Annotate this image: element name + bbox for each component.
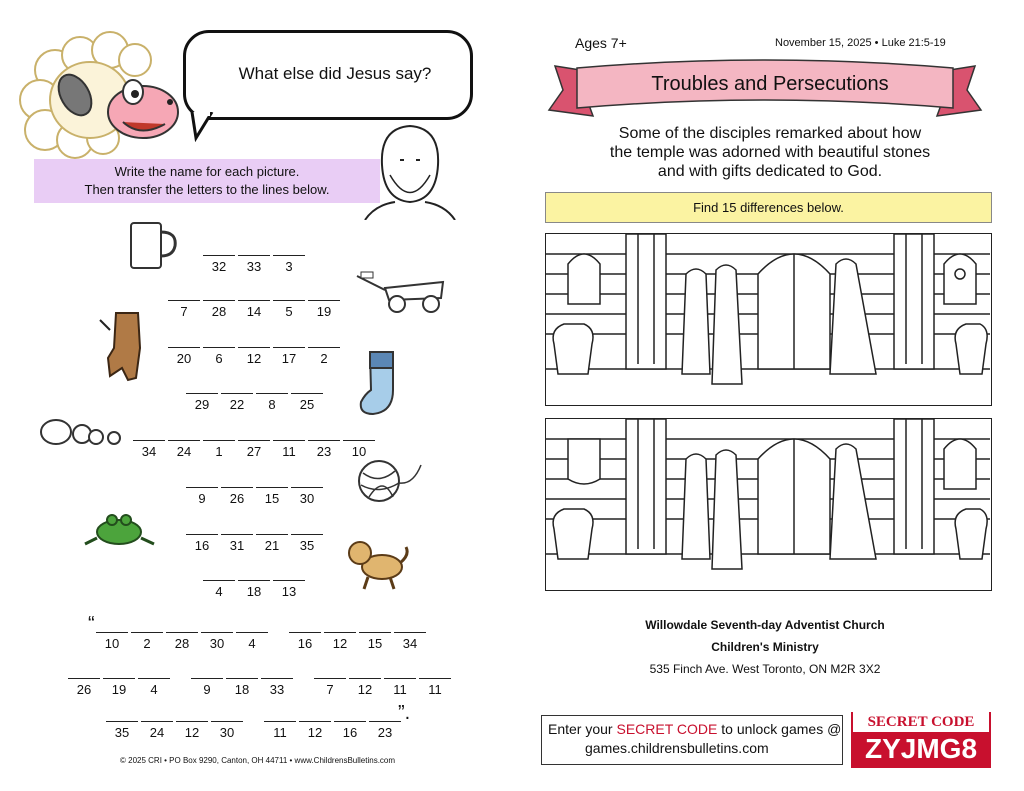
letter-blank[interactable]: 11 — [273, 440, 305, 459]
find-differences-label: Find 15 differences below. — [545, 192, 992, 223]
letter-blank[interactable]: 2 — [308, 347, 340, 366]
letter-blank[interactable]: 30 — [201, 632, 233, 651]
intro-line: and with gifts dedicated to God. — [657, 163, 883, 180]
letter-blank[interactable]: 22 — [221, 393, 253, 412]
message-line-2 — [68, 678, 454, 697]
code-text-highlight: SECRET CODE — [616, 721, 718, 737]
letter-blank[interactable]: 4 — [203, 580, 235, 599]
letter-blank[interactable]: 16 — [289, 632, 321, 651]
mug-icon — [125, 218, 180, 273]
frog-icon — [82, 510, 157, 550]
secret-code-value: ZYJMG8 — [864, 733, 978, 764]
instruction-line: Then transfer the letters to the lines below. — [84, 182, 330, 197]
letter-blank[interactable]: 5 — [273, 300, 305, 319]
letter-blank[interactable]: 27 — [238, 440, 270, 459]
letter-blank[interactable]: 11 — [384, 678, 416, 697]
word-blanks-1 — [203, 255, 308, 274]
letter-blank[interactable]: 11 — [264, 721, 296, 740]
letter-blank[interactable]: 19 — [103, 678, 135, 697]
yarn-icon — [355, 455, 425, 505]
ministry-name: Children's Ministry — [711, 640, 819, 654]
dog-icon — [342, 537, 412, 592]
letter-blank[interactable]: 26 — [68, 678, 100, 697]
intro-line: the temple was adorned with beautiful stones — [609, 144, 931, 161]
word-blanks-2 — [168, 300, 343, 319]
intro-text — [560, 124, 980, 181]
letter-blank[interactable]: 28 — [166, 632, 198, 651]
hand-icon — [98, 308, 153, 383]
word-blanks-6 — [186, 487, 326, 506]
close-quote: ”. — [398, 702, 411, 724]
church-address: 535 Finch Ave. West Toronto, ON M2R 3X2 — [649, 662, 881, 676]
letter-blank[interactable]: 28 — [203, 300, 235, 319]
letter-blank[interactable]: 24 — [141, 721, 173, 740]
temple-scene-illustration — [546, 234, 990, 404]
copyright-footer: © 2025 CRI • PO Box 9290, Canton, OH 44711 • www.ChildrensBulletins.com — [120, 756, 396, 765]
code-text-before: Enter your — [548, 721, 617, 737]
church-name: Willowdale Seventh-day Adventist Church — [645, 618, 885, 632]
word-blanks-3 — [168, 347, 343, 366]
letter-blank[interactable]: 34 — [394, 632, 426, 651]
letter-blank[interactable]: 23 — [369, 721, 401, 740]
bubble-text: What else did Jesus say? — [238, 64, 432, 83]
letter-blank[interactable]: 16 — [186, 534, 218, 553]
letter-blank[interactable]: 30 — [211, 721, 243, 740]
code-text-after: to unlock games @ — [717, 721, 842, 737]
secret-code-instructions — [548, 721, 841, 737]
letter-blank[interactable]: 7 — [168, 300, 200, 319]
letter-blank[interactable]: 6 — [203, 347, 235, 366]
jesus-icon — [360, 120, 460, 220]
letter-blank[interactable]: 7 — [314, 678, 346, 697]
word-blanks-7 — [186, 534, 326, 553]
letter-blank[interactable]: 33 — [261, 678, 293, 697]
letter-blank[interactable]: 29 — [186, 393, 218, 412]
letter-blank[interactable]: 26 — [221, 487, 253, 506]
letter-blank[interactable]: 20 — [168, 347, 200, 366]
letter-blank[interactable]: 35 — [106, 721, 138, 740]
letter-blank[interactable]: 12 — [324, 632, 356, 651]
open-quote: “ — [88, 613, 95, 635]
letter-blank[interactable]: 31 — [221, 534, 253, 553]
letter-blank[interactable]: 21 — [256, 534, 288, 553]
secret-code-label: SECRET CODE — [853, 712, 989, 732]
bubble-tail — [190, 112, 220, 142]
letter-blank[interactable]: 30 — [291, 487, 323, 506]
temple-scene-illustration — [546, 419, 990, 589]
scene-bottom — [545, 418, 992, 591]
letter-blank[interactable]: 10 — [96, 632, 128, 651]
message-line-1 — [96, 632, 429, 651]
letter-blank[interactable]: 2 — [131, 632, 163, 651]
letter-blank[interactable]: 12 — [176, 721, 208, 740]
letter-blank[interactable]: 15 — [256, 487, 288, 506]
intro-line: Some of the disciples remarked about how — [618, 125, 922, 142]
page-title: Troubles and Persecutions — [651, 73, 889, 95]
letter-blank[interactable]: 11 — [419, 678, 451, 697]
rocks-icon — [38, 412, 123, 457]
letter-blank[interactable]: 9 — [186, 487, 218, 506]
letter-blank[interactable]: 19 — [308, 300, 340, 319]
letter-blank[interactable]: 13 — [273, 580, 305, 599]
letter-blank[interactable]: 24 — [168, 440, 200, 459]
letter-blank[interactable]: 9 — [191, 678, 223, 697]
letter-blank[interactable]: 17 — [273, 347, 305, 366]
instructions-box — [34, 159, 380, 203]
letter-blank[interactable]: 1 — [203, 440, 235, 459]
sheep-icon — [15, 30, 185, 160]
letter-blank[interactable]: 32 — [203, 255, 235, 274]
wagon-icon — [355, 270, 450, 315]
instruction-line: Write the name for each picture. — [114, 164, 300, 179]
date-reference: November 15, 2025 • Luke 21:5-19 — [775, 37, 946, 49]
word-blanks-4 — [186, 393, 326, 412]
letter-blank[interactable]: 8 — [256, 393, 288, 412]
letter-blank[interactable]: 10 — [343, 440, 375, 459]
letter-blank[interactable]: 18 — [226, 678, 258, 697]
letter-blank[interactable]: 34 — [133, 440, 165, 459]
letter-blank[interactable]: 33 — [238, 255, 270, 274]
letter-blank[interactable]: 12 — [349, 678, 381, 697]
letter-blank[interactable]: 25 — [291, 393, 323, 412]
games-url-link[interactable]: games.childrensbulletins.com — [585, 740, 769, 756]
letter-blank[interactable]: 18 — [238, 580, 270, 599]
letter-blank[interactable]: 16 — [334, 721, 366, 740]
letter-blank[interactable]: 15 — [359, 632, 391, 651]
letter-blank[interactable]: 4 — [236, 632, 268, 651]
word-blanks-8 — [203, 580, 308, 599]
letter-blank[interactable]: 14 — [238, 300, 270, 319]
letter-blank[interactable]: 3 — [273, 255, 305, 274]
letter-blank[interactable]: 4 — [138, 678, 170, 697]
age-label: Ages 7+ — [575, 35, 627, 51]
scene-top — [545, 233, 992, 406]
letter-blank[interactable]: 12 — [238, 347, 270, 366]
letter-blank[interactable]: 12 — [299, 721, 331, 740]
letter-blank[interactable]: 35 — [291, 534, 323, 553]
letter-blank[interactable]: 23 — [308, 440, 340, 459]
sock-icon — [355, 350, 400, 420]
word-blanks-5 — [133, 440, 378, 459]
message-line-3 — [106, 721, 404, 740]
